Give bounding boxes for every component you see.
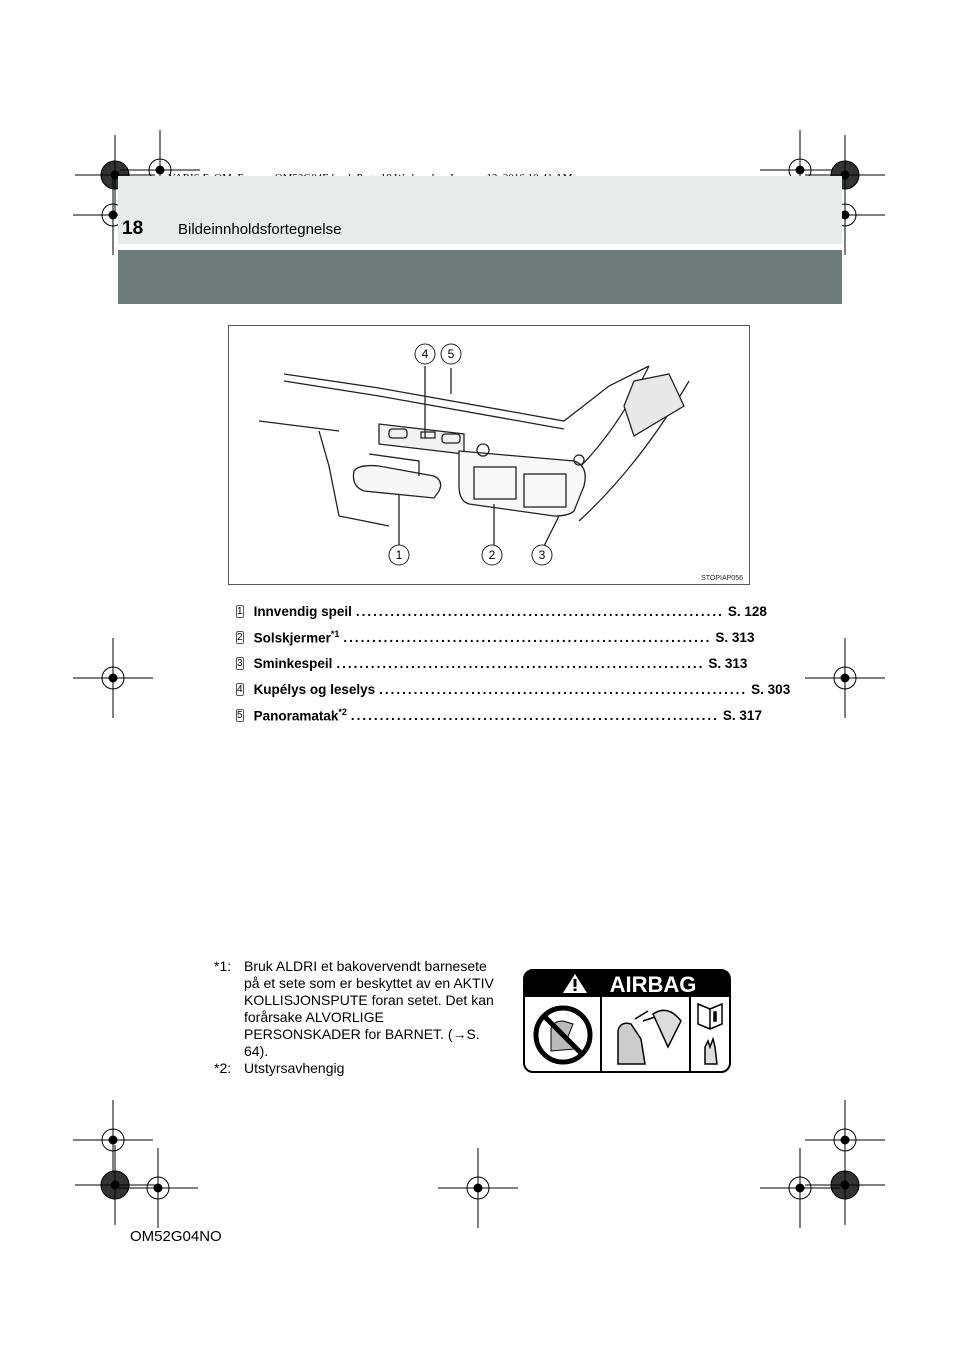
footnote-mark: *1:	[214, 958, 232, 974]
leader-dots: ................................................................	[343, 629, 712, 645]
leader-dots: ................................................................	[355, 603, 724, 619]
legend-name: Solskjermer$^{*1}$	[253, 628, 340, 646]
airbag-title: AIRBAG	[609, 972, 697, 997]
footnotes	[214, 958, 504, 1077]
document-code: OM52G04NO	[130, 1228, 222, 1245]
legend-name: Kupélys og leselys	[253, 681, 376, 697]
callout-2: 2	[488, 548, 496, 562]
legend-number: 3	[237, 657, 243, 669]
legend-page[interactable]: S. 313	[715, 629, 755, 645]
header-dark-band	[118, 250, 842, 304]
legend-page[interactable]: S. 313	[708, 655, 748, 671]
legend-item-innvendig-speil[interactable]	[236, 598, 767, 624]
legend-item-sminkespeil[interactable]	[236, 650, 748, 676]
leader-dots: ................................................................	[350, 707, 719, 723]
footnote-text: Bruk ALDRI et bakovervendt barnesete på et sete som er beskyttet av en AKTIV KOLLISJONSPUTE foran setet. Det kan forårsake ALVORLIGE PERSONSKADER for BARNET. (→S. 64).	[244, 958, 494, 1059]
callout-5: 5	[447, 347, 455, 361]
footnote-ref: *2	[338, 706, 347, 717]
legend-name: Innvendig speil	[253, 603, 352, 619]
page-number: 18	[122, 218, 144, 239]
footnote-2	[214, 1060, 504, 1077]
legend-list	[236, 598, 791, 728]
footnote-1	[214, 958, 504, 1060]
legend-item-solskjermer[interactable]	[236, 624, 755, 650]
footnote-text: Utstyrsavhengig	[244, 1060, 345, 1076]
legend-page[interactable]: S. 128	[727, 603, 767, 619]
legend-item-panoramatak[interactable]	[236, 702, 762, 728]
legend-page[interactable]: S. 303	[751, 681, 791, 697]
legend-number: 4	[237, 683, 243, 695]
footnote-mark: *2:	[214, 1060, 232, 1076]
airbag-warning-label	[523, 969, 731, 1073]
callout-1: 1	[395, 548, 403, 562]
legend-number: 2	[237, 631, 243, 643]
figure-id: STOPIAP056	[701, 575, 743, 582]
overhead-console-figure	[228, 325, 750, 585]
legend-number: 1	[237, 605, 243, 617]
legend-name: Sminkespeil	[253, 655, 333, 671]
callout-3: 3	[538, 548, 546, 562]
legend-page[interactable]: S. 317	[722, 707, 762, 723]
section-title: Bildeinnholdsfortegnelse	[178, 221, 342, 238]
legend-name: Panoramatak$^{*2}$	[253, 706, 347, 724]
callout-4: 4	[421, 347, 429, 361]
leader-dots: ................................................................	[336, 655, 705, 671]
legend-item-kupelys[interactable]	[236, 676, 791, 702]
footnote-ref: *1	[330, 628, 340, 639]
leader-dots: ................................................................	[379, 681, 748, 697]
legend-number: 5	[237, 709, 243, 721]
cabin-ceiling-illustration	[229, 326, 749, 584]
